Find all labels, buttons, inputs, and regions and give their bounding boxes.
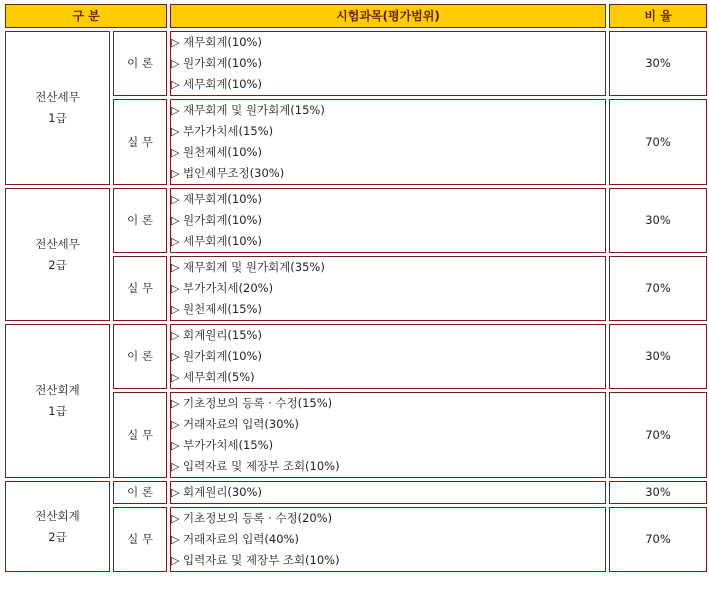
- ratio-cell: 30%: [609, 188, 707, 253]
- subject-item: [171, 482, 605, 503]
- subject-label: 세무회계(10%): [183, 77, 262, 91]
- subject-label: 재무회계(10%): [183, 35, 262, 49]
- triangle-bullet-icon: ▷: [171, 125, 180, 138]
- header-ratio: 비 율: [609, 4, 707, 28]
- subject-label: 입력자료 및 제장부 조회(10%): [183, 459, 340, 473]
- triangle-bullet-icon: ▷: [171, 167, 180, 180]
- triangle-bullet-icon: ▷: [171, 146, 180, 159]
- grade-name: 전산회계: [35, 508, 80, 523]
- table-row: [5, 188, 707, 253]
- triangle-bullet-icon: ▷: [171, 418, 180, 431]
- subject-label: 부가가치세(15%): [183, 438, 274, 452]
- subject-label: 원가회계(10%): [183, 56, 262, 70]
- subject-item: [171, 163, 605, 184]
- triangle-bullet-icon: ▷: [171, 193, 180, 206]
- table-row: [5, 481, 707, 504]
- subject-label: 재무회계 및 원가회계(15%): [183, 103, 325, 117]
- subject-item: [171, 74, 605, 95]
- ratio-cell: 70%: [609, 392, 707, 478]
- grade-level: 2급: [48, 529, 67, 544]
- triangle-bullet-icon: ▷: [171, 486, 180, 499]
- subject-label: 회계원리(30%): [183, 485, 262, 499]
- triangle-bullet-icon: ▷: [171, 371, 180, 384]
- subjects-cell: [170, 99, 606, 185]
- grade-level: 1급: [48, 111, 67, 125]
- triangle-bullet-icon: ▷: [171, 57, 180, 70]
- subject-item: [171, 121, 605, 142]
- subject-item: [171, 529, 605, 550]
- triangle-bullet-icon: ▷: [171, 104, 180, 117]
- triangle-bullet-icon: ▷: [171, 460, 180, 473]
- subject-label: 재무회계(10%): [183, 192, 262, 206]
- subject-label: 재무회계 및 원가회계(35%): [183, 260, 325, 274]
- subject-label: 원천제세(10%): [183, 145, 262, 159]
- subject-item: [171, 346, 605, 367]
- subjects-cell: [170, 188, 606, 253]
- triangle-bullet-icon: ▷: [171, 397, 180, 410]
- grade-level: 2급: [48, 257, 67, 272]
- subject-item: [171, 508, 605, 529]
- table-row: [5, 99, 707, 185]
- grade-name: 전산세무: [35, 236, 80, 251]
- subject-item: [171, 189, 605, 210]
- triangle-bullet-icon: ▷: [171, 78, 180, 91]
- subject-item: [171, 53, 605, 74]
- subject-item: [171, 257, 605, 278]
- subject-item: [171, 278, 605, 299]
- triangle-bullet-icon: ▷: [171, 36, 180, 49]
- subject-label: 거래자료의 입력(40%): [183, 532, 299, 546]
- triangle-bullet-icon: ▷: [171, 303, 180, 316]
- subject-label: 원가회계(10%): [183, 349, 262, 363]
- ratio-cell: 30%: [609, 31, 707, 96]
- subject-item: [171, 325, 605, 346]
- subject-label: 원가회계(10%): [183, 213, 262, 227]
- ratio-cell: 30%: [609, 324, 707, 389]
- table-row: [5, 256, 707, 321]
- subject-label: 세무회계(10%): [183, 234, 262, 248]
- exam-type-cell: 실 무: [113, 507, 167, 572]
- grade-cell: [5, 324, 110, 478]
- exam-type-cell: 실 무: [113, 99, 167, 185]
- table-row: [5, 507, 707, 572]
- subject-label: 회계원리(15%): [183, 328, 262, 342]
- subject-item: [171, 550, 605, 571]
- header-subjects: 시험과목(평가범위): [170, 4, 606, 28]
- subjects-cell: [170, 324, 606, 389]
- grade-level: 1급: [48, 404, 67, 418]
- exam-type-cell: 이 론: [113, 31, 167, 96]
- triangle-bullet-icon: ▷: [171, 512, 180, 525]
- grade-cell: [5, 31, 110, 185]
- subjects-cell: [170, 507, 606, 572]
- subject-item: [171, 210, 605, 231]
- triangle-bullet-icon: ▷: [171, 350, 180, 363]
- triangle-bullet-icon: ▷: [171, 235, 180, 248]
- subjects-cell: [170, 256, 606, 321]
- subject-item: [171, 231, 605, 252]
- subject-label: 부가가치세(15%): [183, 124, 274, 138]
- subject-item: [171, 32, 605, 53]
- subject-label: 세무회계(5%): [183, 370, 255, 384]
- subjects-cell: [170, 31, 606, 96]
- subject-item: [171, 367, 605, 388]
- table-row: [5, 392, 707, 478]
- subjects-cell: [170, 481, 606, 504]
- grade-name: 전산회계: [35, 383, 80, 397]
- subject-label: 부가가치세(20%): [183, 281, 274, 295]
- subject-item: [171, 435, 605, 456]
- subject-label: 기초정보의 등록 · 수정(20%): [183, 511, 333, 525]
- ratio-cell: 70%: [609, 507, 707, 572]
- table-body: [5, 31, 707, 572]
- grade-cell: [5, 481, 110, 572]
- subject-item: [171, 414, 605, 435]
- triangle-bullet-icon: ▷: [171, 329, 180, 342]
- exam-type-cell: 실 무: [113, 256, 167, 321]
- table-row: [5, 31, 707, 96]
- triangle-bullet-icon: ▷: [171, 533, 180, 546]
- triangle-bullet-icon: ▷: [171, 439, 180, 452]
- triangle-bullet-icon: ▷: [171, 282, 180, 295]
- triangle-bullet-icon: ▷: [171, 554, 180, 567]
- subject-item: [171, 100, 605, 121]
- subject-item: [171, 299, 605, 320]
- exam-type-cell: 이 론: [113, 188, 167, 253]
- grade-name: 전산세무: [35, 90, 80, 104]
- grade-cell: [5, 188, 110, 321]
- ratio-cell: 30%: [609, 481, 707, 504]
- subject-item: [171, 142, 605, 163]
- ratio-cell: 70%: [609, 256, 707, 321]
- exam-type-cell: 이 론: [113, 324, 167, 389]
- subject-label: 거래자료의 입력(30%): [183, 417, 299, 431]
- exam-type-cell: 실 무: [113, 392, 167, 478]
- exam-subjects-table: [2, 1, 709, 575]
- exam-type-cell: 이 론: [113, 481, 167, 504]
- triangle-bullet-icon: ▷: [171, 214, 180, 227]
- subject-label: 원천제세(15%): [183, 302, 262, 316]
- subject-label: 법인세무조정(30%): [183, 166, 285, 180]
- subject-item: [171, 456, 605, 477]
- header-row: [5, 4, 707, 28]
- subject-item: [171, 393, 605, 414]
- header-category: 구 분: [5, 4, 167, 28]
- subject-label: 기초정보의 등록 · 수정(15%): [183, 396, 333, 410]
- table-row: [5, 324, 707, 389]
- subjects-cell: [170, 392, 606, 478]
- subject-label: 입력자료 및 제장부 조회(10%): [183, 553, 340, 567]
- triangle-bullet-icon: ▷: [171, 261, 180, 274]
- ratio-cell: 70%: [609, 99, 707, 185]
